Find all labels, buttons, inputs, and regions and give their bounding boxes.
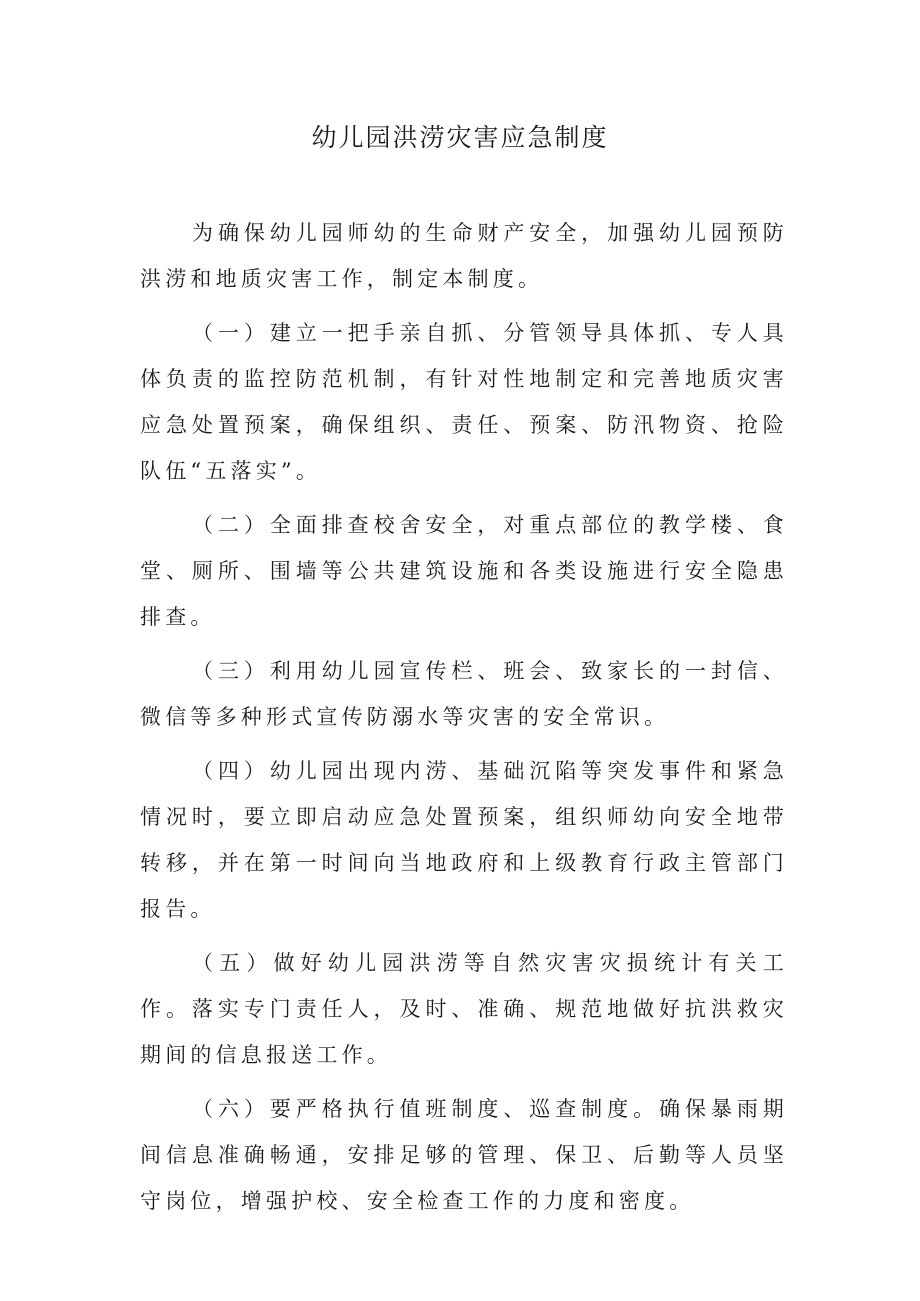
paragraph-item-5: （五）做好幼儿园洪涝等自然灾害灾损统计有关工作。落实专门责任人，及时、准确、规范地做好抗洪救灾期间的信息报送工作。	[140, 951, 788, 1067]
document-body	[140, 210, 788, 1232]
paragraph-item-6: （六）要严格执行值班制度、巡查制度。确保暴雨期间信息准确畅通，安排足够的管理、保卫、后勤等人员坚守岗位，增强护校、安全检查工作的力度和密度。	[140, 1097, 788, 1213]
paragraph-item-2: （二）全面排查校舍安全，对重点部位的教学楼、食堂、厕所、围墙等公共建筑设施和各类设施进行安全隐患排查。	[140, 513, 788, 629]
paragraph-item-4: （四）幼儿园出现内涝、基础沉陷等突发事件和紧急情况时，要立即启动应急处置预案，组织师幼向安全地带转移，并在第一时间向当地政府和上级教育行政主管部门报告。	[140, 759, 788, 921]
paragraph-item-1: （一）建立一把手亲自抓、分管领导具体抓、专人具体负责的监控防范机制，有针对性地制定和完善地质灾害应急处置预案，确保组织、责任、预案、防汛物资、抢险队伍“五落实”。	[140, 321, 788, 483]
paragraph-item-3: （三）利用幼儿园宣传栏、班会、致家长的一封信、微信等多种形式宣传防溺水等灾害的安全常识。	[140, 659, 788, 729]
intro-paragraph: 为确保幼儿园师幼的生命财产安全，加强幼儿园预防洪涝和地质灾害工作，制定本制度。	[140, 221, 788, 291]
document-title: 幼儿园洪涝灾害应急制度	[311, 123, 609, 152]
